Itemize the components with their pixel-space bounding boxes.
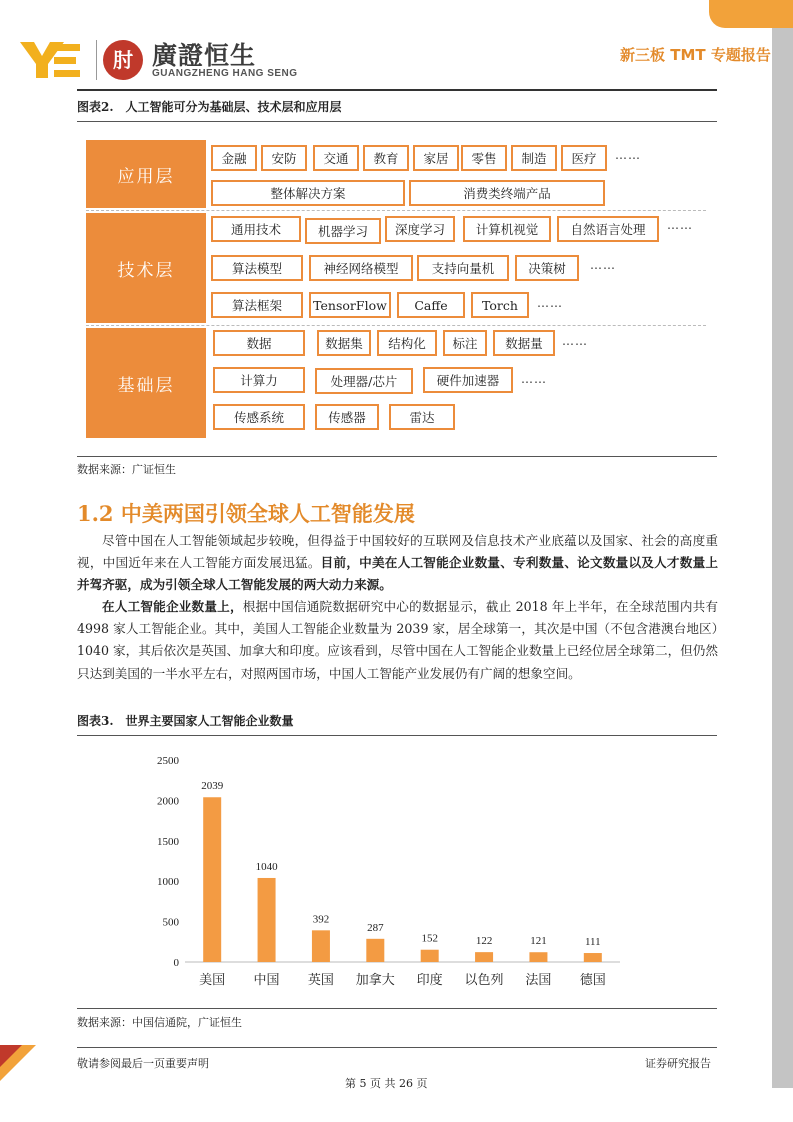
tech-item-torch: Torch (471, 292, 529, 318)
figure2-bottom-rule (77, 456, 717, 457)
tech-item-general: 通用技术 (211, 216, 301, 242)
app-item-manufacturing: 制造 (511, 145, 557, 171)
app-item-retail: 零售 (461, 145, 507, 171)
layer-divider (86, 325, 706, 326)
base-item-compute: 计算力 (213, 367, 305, 393)
figure3-source: 数据来源：中国信通院，广证恒生 (77, 1016, 242, 1029)
paragraph-2-normal: 根据中国信通院数据研究中心的数据显示，截止 2018 年上半年，在全球范围内共有 4998 家人工智能企业。其中，美国人工智能企业数量为 2039 家，居全球第一，其次是中国（不包含港澳台地区）1040 家，其后依次是英国、加拿大和印度。应该看到，尽管中国在人工智能企业数量上已经位居全球第二，但仍然只达到美国的一半水平左右，对照两国市场，中国人工智能产业发展仍有广阔的想象空间。 (77, 599, 719, 681)
app-item-consumer-terminal: 消费类终端产品 (409, 180, 605, 206)
bar (529, 952, 547, 962)
layer-application: 应用层 (86, 140, 206, 208)
section-heading: 1.2 中美两国引领全球人工智能发展 (77, 501, 415, 526)
brand-logo-icon (20, 40, 82, 80)
report-title: 新三板 TMT 专题报告 (620, 46, 771, 64)
tech-item-algo-model: 算法模型 (211, 255, 303, 281)
base-item-data-volume: 数据量 (493, 330, 555, 356)
layer-foundation: 基础层 (86, 328, 206, 438)
footer-corner-accent-inner (0, 1045, 22, 1067)
figure2-title: 图表2. 人工智能可分为基础层、技术层和应用层 (77, 100, 342, 114)
base-item-radar: 雷达 (389, 404, 455, 430)
paragraph-2 (77, 596, 718, 685)
bar (584, 953, 602, 962)
ellipsis: …… (537, 296, 563, 310)
tech-item-cv: 计算机视觉 (463, 216, 551, 242)
x-tick-label: 以色列 (464, 973, 504, 988)
layer-divider (86, 210, 706, 211)
base-item-annotation: 标注 (443, 330, 487, 356)
ellipsis: …… (521, 372, 547, 386)
data-label: 122 (475, 935, 493, 948)
data-label: 392 (312, 913, 330, 926)
y-tick-label: 2500 (157, 755, 179, 767)
data-label: 152 (421, 932, 438, 945)
app-item-home: 家居 (413, 145, 459, 171)
app-item-finance: 金融 (211, 145, 257, 171)
x-tick-label: 美国 (199, 973, 226, 988)
data-label: 1040 (255, 860, 278, 873)
base-item-data: 数据 (213, 330, 305, 356)
page-number: 第 5 页 共 26 页 (345, 1077, 428, 1090)
app-item-education: 教育 (363, 145, 409, 171)
ellipsis: …… (590, 258, 616, 272)
paragraph-1-bold: 目前，中美在人工智能企业数量、专利数量、论文数量以及人才数量上并驾齐驱，成为引领全球人工智能发展的两大动力来源。 (77, 555, 719, 593)
tech-item-tensorflow: TensorFlow (309, 292, 391, 318)
y-tick-label: 500 (162, 916, 179, 929)
bar (421, 950, 439, 962)
footer-disclaimer: 敬请参阅最后一页重要声明 (77, 1057, 209, 1070)
figure2-top-rule (77, 121, 717, 122)
bar (312, 930, 330, 962)
y-tick-label: 0 (173, 957, 179, 969)
footer-report-type: 证券研究报告 (645, 1057, 711, 1070)
x-tick-label: 英国 (307, 973, 334, 988)
base-item-accelerator: 硬件加速器 (423, 367, 513, 393)
x-tick-label: 印度 (416, 973, 443, 988)
base-item-sensor: 传感器 (315, 404, 379, 430)
tech-item-framework: 算法框架 (211, 292, 303, 318)
paragraph-1-normal: 尽管中国在人工智能领域起步较晚，但得益于中国较好的互联网及信息技术产业底蕴以及国家、社会的高度重视，中国近年来在人工智能方面发展迅猛。 (77, 533, 718, 571)
bar-chart (140, 750, 630, 1000)
app-item-medical: 医疗 (561, 145, 607, 171)
x-tick-label: 法国 (525, 973, 552, 988)
tech-item-neural-net: 神经网络模型 (309, 255, 413, 281)
paragraph-2-bold: 在人工智能企业数量上， (102, 599, 243, 614)
bar (475, 952, 493, 962)
x-tick-label: 德国 (579, 973, 606, 988)
footer-rule (77, 1047, 717, 1048)
tech-item-decision-tree: 决策树 (515, 255, 579, 281)
ellipsis: …… (615, 148, 641, 162)
paragraph-1 (77, 530, 718, 597)
app-item-transport: 交通 (313, 145, 359, 171)
figure3-top-rule (77, 735, 717, 736)
brand-name-en: GUANGZHENG HANG SENG (152, 68, 298, 79)
tech-item-svm: 支持向量机 (417, 255, 509, 281)
layer-technology: 技术层 (86, 213, 206, 323)
page-side-bar (772, 28, 793, 1088)
ellipsis: …… (562, 334, 588, 348)
app-item-security: 安防 (261, 145, 307, 171)
data-label: 121 (530, 935, 547, 948)
base-item-structured: 结构化 (377, 330, 437, 356)
base-item-chip: 处理器/芯片 (315, 368, 413, 394)
header-accent-tab (709, 0, 793, 28)
ellipsis: …… (667, 218, 693, 232)
tech-item-caffe: Caffe (397, 292, 465, 318)
app-item-solution: 整体解决方案 (211, 180, 405, 206)
figure2-source: 数据来源：广证恒生 (77, 463, 176, 476)
figure3-title: 图表3. 世界主要国家人工智能企业数量 (77, 714, 294, 728)
header-rule (77, 89, 717, 91)
y-tick-label: 1500 (157, 835, 179, 848)
bar (258, 878, 276, 962)
x-tick-label: 加拿大 (355, 973, 395, 988)
tech-item-ml: 机器学习 (305, 218, 381, 244)
data-label: 2039 (201, 780, 224, 793)
data-label: 111 (584, 936, 601, 949)
tech-item-nlp: 自然语言处理 (557, 216, 659, 242)
y-tick-label: 1000 (157, 876, 179, 889)
bar (203, 797, 221, 962)
y-tick-label: 2000 (157, 795, 179, 808)
logo-divider (96, 40, 97, 80)
data-label: 287 (367, 921, 384, 934)
x-tick-label: 中国 (253, 973, 280, 988)
bar (366, 939, 384, 962)
tech-item-dl: 深度学习 (385, 216, 455, 242)
brand-seal: 肘 (103, 40, 143, 80)
base-item-dataset: 数据集 (317, 330, 371, 356)
brand-name-cn: 廣證恒生 (152, 41, 257, 70)
base-item-sensing-system: 传感系统 (213, 404, 305, 430)
figure3-bottom-rule (77, 1008, 717, 1009)
